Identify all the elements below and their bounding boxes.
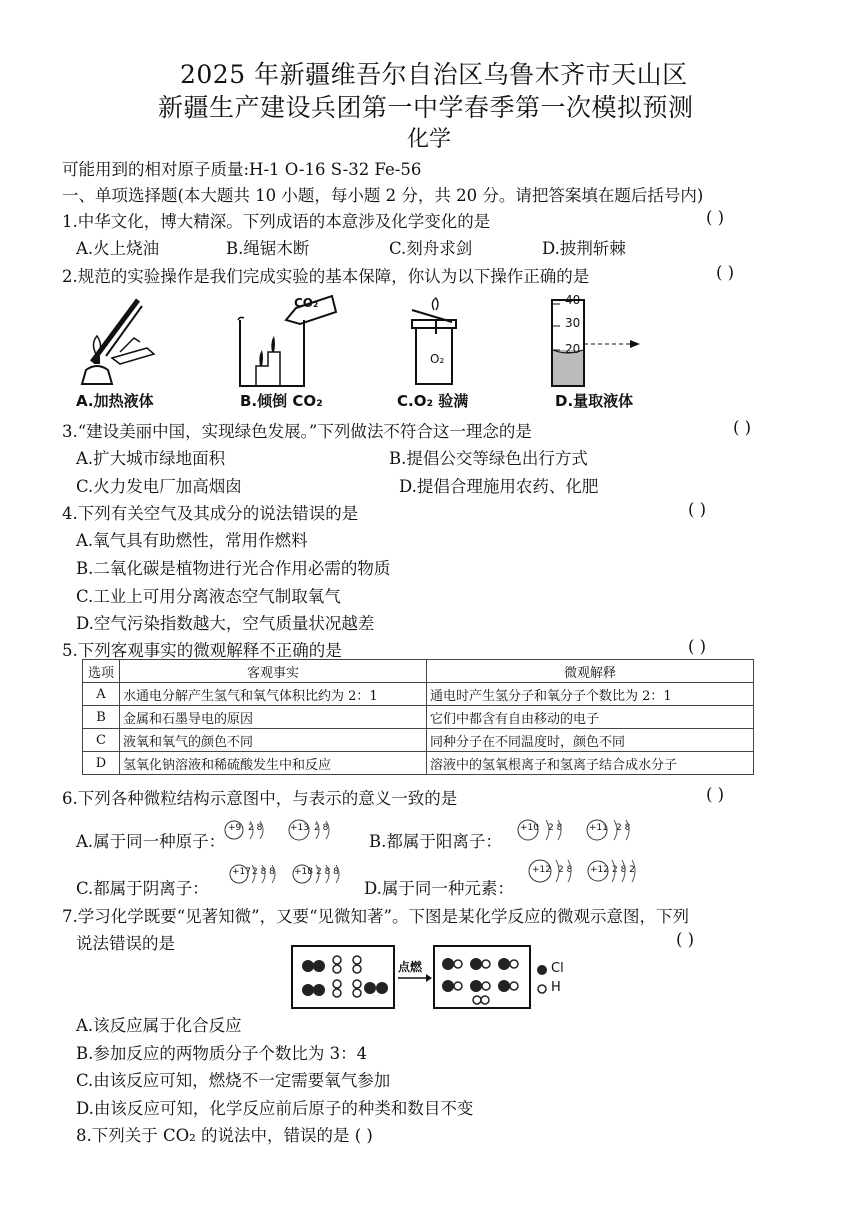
q6-option-c: C.都属于阴离子： bbox=[76, 879, 209, 898]
q3-option-d: D.提倡合理施用农药、化肥 bbox=[399, 477, 599, 496]
q7-stem-line-1: 7.学习化学既要“见著知微”，又要“见微知著”。下图是某化学反应的微观示意图，下列 bbox=[62, 907, 689, 926]
co2-cylinder-label: CO₂ bbox=[294, 296, 319, 310]
q4-option-c: C.工业上可用分离液态空气制取氧气 bbox=[76, 587, 341, 606]
q2-answer-blank[interactable]: ( ) bbox=[716, 263, 735, 282]
c2-nucleus: +18 bbox=[294, 867, 313, 877]
cylinder-mark-20: 20 bbox=[565, 342, 581, 356]
q1-answer-blank[interactable]: ( ) bbox=[706, 208, 725, 227]
q2-caption-a: A.加热液体 bbox=[76, 392, 154, 410]
q1-option-c: C.刻舟求剑 bbox=[389, 239, 473, 258]
q2-caption-b: B.倾倒 CO₂ bbox=[240, 392, 323, 410]
q5-table bbox=[82, 659, 754, 775]
q8-stem: 8.下列关于 CO₂ 的说法中，错误的是 ( ) bbox=[76, 1126, 373, 1145]
table-row bbox=[83, 752, 754, 775]
title-line-2: 新疆生产建设兵团第一中学春季第一次模拟预测 bbox=[158, 93, 694, 122]
d1-shells: 2 8 bbox=[558, 865, 573, 875]
oxygen-test-figure bbox=[400, 298, 470, 388]
q7-option-d: D.由该反应可知，化学反应前后原子的种类和数目不变 bbox=[76, 1099, 474, 1118]
c1-nucleus: +17 bbox=[232, 867, 251, 877]
q4-option-b: B.二氧化碳是植物进行光合作用必需的物质 bbox=[76, 559, 391, 578]
row-explanation: 同种分子在不同温度时，颜色不同 bbox=[427, 729, 754, 752]
header-explanation: 微观解释 bbox=[427, 660, 754, 683]
a2-shells: 2 8 bbox=[314, 823, 329, 833]
q3-option-a: A.扩大城市绿地面积 bbox=[76, 449, 226, 468]
q7-option-c: C.由该反应可知，燃烧不一定需要氧气参加 bbox=[76, 1071, 391, 1090]
q1-option-a: A.火上烧油 bbox=[76, 239, 160, 258]
q5-answer-blank[interactable]: ( ) bbox=[688, 637, 707, 656]
a2-nucleus: +13 bbox=[290, 823, 309, 833]
d1-nucleus: +12 bbox=[532, 865, 551, 875]
table-row bbox=[83, 706, 754, 729]
b1-nucleus: +10 bbox=[520, 823, 539, 833]
legend-cl: Cl bbox=[551, 961, 564, 976]
table-header-row bbox=[83, 660, 754, 683]
q4-stem: 4.下列有关空气及其成分的说法错误的是 bbox=[62, 504, 359, 523]
q4-option-a: A.氧气具有助燃性，常用作燃料 bbox=[76, 531, 308, 550]
table-row bbox=[83, 683, 754, 706]
atomic-mass-note: 可能用到的相对原子质量:H-1 O-16 S-32 Fe-56 bbox=[62, 160, 422, 179]
row-fact: 金属和石墨导电的原因 bbox=[120, 706, 427, 729]
cylinder-mark-30: 30 bbox=[565, 316, 581, 330]
row-option: B bbox=[83, 706, 120, 729]
o2-bottle-label: O₂ bbox=[430, 352, 445, 366]
q6-option-b: B.都属于阳离子： bbox=[369, 832, 502, 851]
q1-stem: 1.中华文化，博大精深。下列成语的本意涉及化学变化的是 bbox=[62, 212, 491, 231]
q1-option-d: D.披荆斩棘 bbox=[542, 239, 626, 258]
q6-option-a: A.属于同一种原子： bbox=[76, 832, 226, 851]
q3-answer-blank[interactable]: ( ) bbox=[733, 418, 752, 437]
table-row bbox=[83, 729, 754, 752]
q6-a-circles bbox=[220, 817, 340, 843]
reaction-diagram bbox=[292, 944, 582, 1010]
q6-d-circles bbox=[524, 856, 654, 886]
q7-answer-blank[interactable]: ( ) bbox=[676, 930, 695, 949]
heating-liquid-figure bbox=[72, 292, 162, 388]
row-explanation: 通电时产生氢分子和氧分子个数比为 2：1 bbox=[427, 683, 754, 706]
row-fact: 水通电分解产生氢气和氧气体积比约为 2：1 bbox=[120, 683, 427, 706]
q2-caption-c: C.O₂ 验满 bbox=[397, 392, 469, 410]
d2-nucleus: +12 bbox=[590, 865, 609, 875]
a1-nucleus: +9 bbox=[228, 823, 242, 833]
row-fact: 液氧和氧气的颜色不同 bbox=[120, 729, 427, 752]
q2-caption-d: D.量取液体 bbox=[555, 392, 634, 410]
reaction-condition: 点燃 bbox=[398, 960, 423, 974]
row-option: D bbox=[83, 752, 120, 775]
q6-b-circles bbox=[512, 817, 642, 843]
row-option: C bbox=[83, 729, 120, 752]
row-option: A bbox=[83, 683, 120, 706]
d2-shells: 2 8 2 bbox=[612, 865, 635, 875]
q4-option-d: D.空气污染指数越大，空气质量状况越差 bbox=[76, 614, 375, 633]
title-line-1: 2025 年新疆维吾尔自治区乌鲁木齐市天山区 bbox=[180, 60, 688, 89]
q4-answer-blank[interactable]: ( ) bbox=[688, 500, 707, 519]
q6-c-circles bbox=[228, 861, 358, 887]
row-fact: 氢氧化钠溶液和稀硫酸发生中和反应 bbox=[120, 752, 427, 775]
q3-option-b: B.提倡公交等绿色出行方式 bbox=[389, 449, 588, 468]
q6-answer-blank[interactable]: ( ) bbox=[706, 785, 725, 804]
q7-option-b: B.参加反应的两物质分子个数比为 3：4 bbox=[76, 1044, 368, 1063]
section-heading: 一、单项选择题(本大题共 10 小题，每小题 2 分，共 20 分。请把答案填在题后括号内) bbox=[62, 186, 704, 205]
row-explanation: 它们中都含有自由移动的电子 bbox=[427, 706, 754, 729]
header-option: 选项 bbox=[83, 660, 120, 683]
q7-stem-line-2: 说法错误的是 bbox=[76, 934, 175, 953]
header-fact: 客观事实 bbox=[120, 660, 427, 683]
q3-stem: 3.“建设美丽中国，实现绿色发展。”下列做法不符合这一理念的是 bbox=[62, 422, 532, 441]
c2-shells: 2 8 8 bbox=[316, 867, 339, 877]
q3-option-c: C.火力发电厂加高烟囱 bbox=[76, 477, 242, 496]
a1-shells: 2 8 bbox=[248, 823, 263, 833]
row-explanation: 溶液中的氢氧根离子和氢离子结合成水分子 bbox=[427, 752, 754, 775]
q6-option-d: D.属于同一种元素： bbox=[364, 879, 514, 898]
q5-stem: 5.下列客观事实的微观解释不正确的是 bbox=[62, 641, 342, 660]
cylinder-mark-40: 40 bbox=[565, 293, 581, 307]
subject-title: 化学 bbox=[407, 127, 452, 152]
q7-option-a: A.该反应属于化合反应 bbox=[76, 1016, 242, 1035]
b2-shells: 2 8 bbox=[616, 823, 631, 833]
b1-shells: 2 8 bbox=[548, 823, 563, 833]
pouring-co2-figure bbox=[232, 290, 342, 390]
q2-stem: 2.规范的实验操作是我们完成实验的基本保障，你认为以下操作正确的是 bbox=[62, 267, 590, 286]
q1-option-b: B.绳锯木断 bbox=[226, 239, 310, 258]
legend-h: H bbox=[551, 980, 561, 995]
c1-shells: 2 8 8 bbox=[252, 867, 275, 877]
q6-stem: 6.下列各种微粒结构示意图中，与表示的意义一致的是 bbox=[62, 789, 458, 808]
b2-nucleus: +11 bbox=[589, 823, 608, 833]
